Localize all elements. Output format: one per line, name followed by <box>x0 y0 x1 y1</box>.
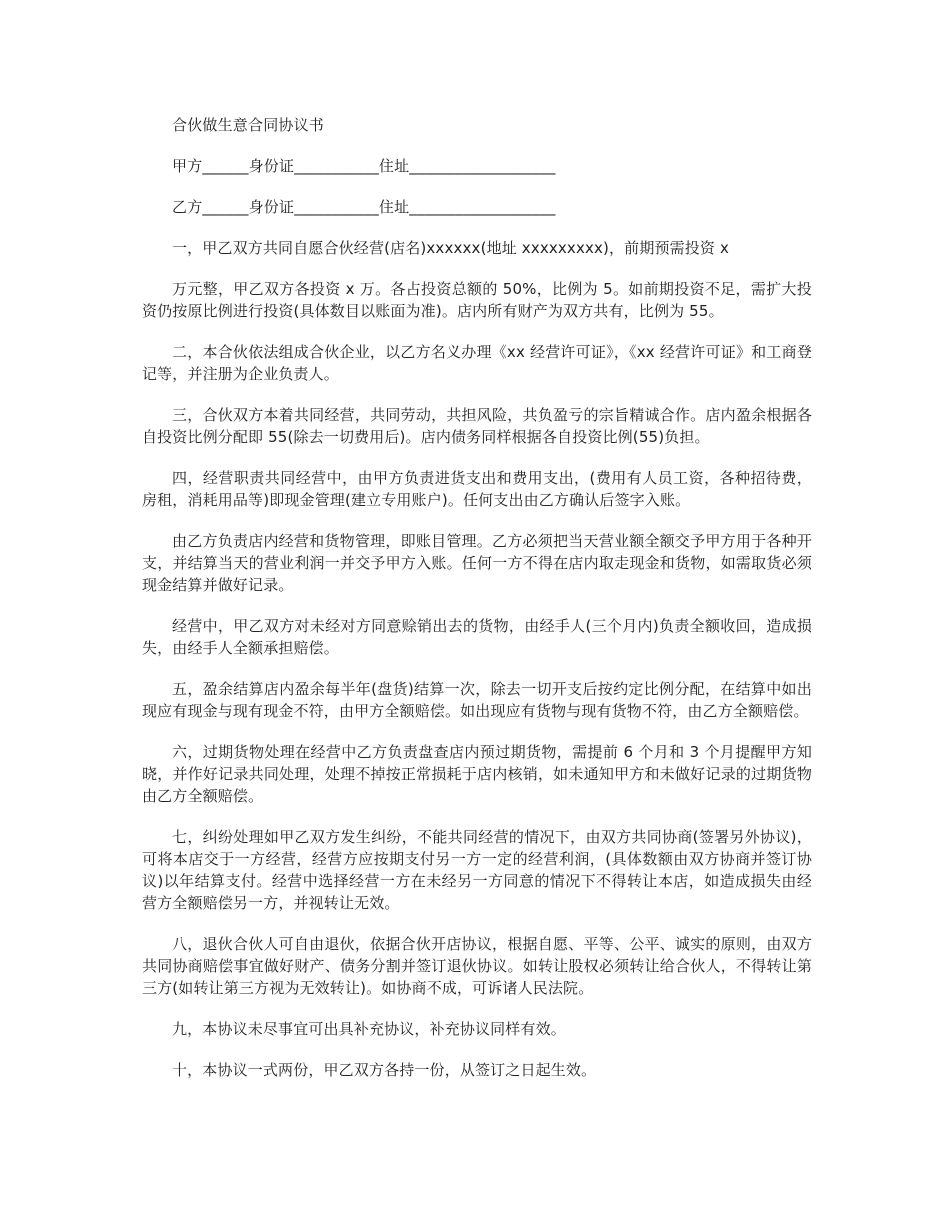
party-b-line: 乙方______身份证___________住址___________________ <box>172 198 556 216</box>
paragraph-5: 四，经营职责共同经营中，由甲方负责进货支出和费用支出，(费用有人员工资，各种招待费，房租，消耗用品等)即现金管理(建立专用账户)。任何支出由乙方确认后签字入账。 <box>142 469 812 509</box>
paragraph-11: 八，退伙合伙人可自由退伙，依据合伙开店协议，根据自愿、平等、公平、诚实的原则，由双方共同协商赔偿事宜做好财产、债务分割并签订退伙协议。如转让股权必须转让给合伙人，不得转让第三方(如转让第三方视为无效转让)。如协商不成，可诉诸人民法院。 <box>142 935 812 997</box>
paragraph-4: 三，合伙双方本着共同经营，共同劳动，共担风险，共负盈亏的宗旨精诚合作。店内盈余根据各自投资比例分配即 55(除去一切费用后)。店内债务同样根据各自投资比例(55)负担。 <box>142 406 812 446</box>
paragraph-1: 一，甲乙双方共同自愿合伙经营(店名)xxxxxx(地址 xxxxxxxxx)，前期预需投资 x <box>172 239 730 257</box>
party-a-line: 甲方______身份证___________住址___________________ <box>172 157 556 175</box>
document-body <box>142 114 812 1100</box>
paragraph-13: 十，本协议一式两份，甲乙双方各持一份，从签订之日起生效。 <box>172 1061 597 1079</box>
document-title: 合伙做生意合同协议书 <box>172 116 325 134</box>
paragraph-7: 经营中，甲乙双方对未经对方同意赊销出去的货物，由经手人(三个月内)负责全额收回，造成损失，由经手人全额承担赔偿。 <box>142 617 812 657</box>
paragraph-2: 万元整，甲乙双方各投资 x 万。各占投资总额的 50%，比例为 5。如前期投资不足，需扩大投资仍按原比例进行投资(具体数目以账面为准)。店内所有财产为双方共有，比例为 55。 <box>142 280 812 320</box>
paragraph-6: 由乙方负责店内经营和货物管理，即账目管理。乙方必须把当天营业额全额交予甲方用于各种开支，并结算当天的营业利润一并交予甲方入账。任何一方不得在店内取走现金和货物，如需取货必须现金结算并做好记录。 <box>142 532 812 594</box>
paragraph-9: 六，过期货物处理在经营中乙方负责盘查店内预过期货物，需提前 6 个月和 3 个月提醒甲方知晓，并作好记录共同处理，处理不掉按正常损耗于店内核销，如未通知甲方和未做好记录的过期货物由乙方全额赔偿。 <box>142 743 812 805</box>
paragraph-10: 七，纠纷处理如甲乙双方发生纠纷，不能共同经营的情况下，由双方共同协商(签署另外协议)，可将本店交于一方经营，经营方应按期支付另一方一定的经营利润，(具体数额由双方协商并签订协议)以年结算支付。经营中选择经营一方在未经另一方同意的情况下不得转让本店，如造成损失由经营方全额赔偿另一方，并视转让无效。 <box>142 828 812 912</box>
paragraph-3: 二，本合伙依法组成合伙企业，以乙方名义办理《xx 经营许可证》，《xx 经营许可证》和工商登记等，并注册为企业负责人。 <box>142 343 812 383</box>
paragraph-12: 九，本协议未尽事宜可出具补充协议，补充协议同样有效。 <box>172 1020 566 1038</box>
paragraph-8: 五，盈余结算店内盈余每半年(盘货)结算一次，除去一切开支后按约定比例分配，在结算中如出现应有现金与现有现金不符，由甲方全额赔偿。如出现应有货物与现有货物不符，由乙方全额赔偿。 <box>142 680 812 720</box>
